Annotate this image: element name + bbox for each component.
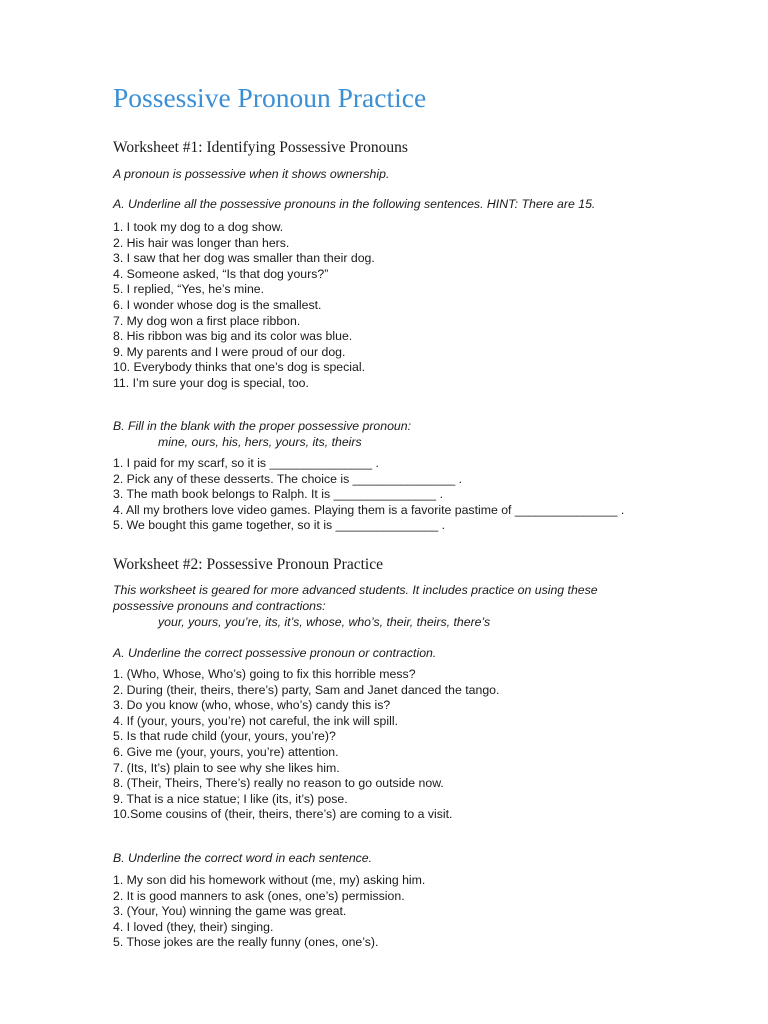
list-item: 4. If (your, yours, you’re) not careful, the ink will spill. <box>113 713 398 728</box>
worksheet-1-heading: Worksheet #1: Identifying Possessive Pronouns <box>113 139 408 156</box>
ws2-part-a-list <box>113 667 499 823</box>
list-item: 6. I wonder whose dog is the smallest. <box>113 297 322 312</box>
list-item: 2. Pick any of these desserts. The choice is _______________ . <box>113 471 463 486</box>
list-item: 5. Those jokes are the really funny (ones, one’s). <box>113 935 379 950</box>
list-item: 6. Give me (your, yours, you’re) attention. <box>113 744 339 759</box>
list-item: 3. I saw that her dog was smaller than their dog. <box>113 251 375 266</box>
list-item: 10.Some cousins of (their, theirs, there’s) are coming to a visit. <box>113 807 453 822</box>
list-item: 1. I paid for my scarf, so it is _______________ . <box>113 456 379 470</box>
list-item: 5. We bought this game together, so it is _______________ . <box>113 518 446 533</box>
worksheet-2-intro-line1: This worksheet is geared for more advanced students. It includes practice on using these <box>113 583 598 597</box>
list-item: 7. My dog won a first place ribbon. <box>113 313 301 328</box>
list-item: 9. That is a nice statue; I like (its, it’s) pose. <box>113 791 348 806</box>
list-item: 5. I replied, “Yes, he’s mine. <box>113 282 265 297</box>
list-item: 4. I loved (they, their) singing. <box>113 919 274 934</box>
list-item: 2. It is good manners to ask (ones, one’s) permission. <box>113 888 405 903</box>
list-item: 1. My son did his homework without (me, my) asking him. <box>113 873 426 887</box>
list-item: 1. I took my dog to a dog show. <box>113 220 284 234</box>
list-item: 3. The math book belongs to Ralph. It is _______________ . <box>113 487 443 502</box>
ws1-part-a-instruction: A. Underline all the possessive pronouns in the following sentences. HINT: There are 15. <box>113 197 596 211</box>
list-item: 2. During (their, theirs, there’s) party, Sam and Janet danced the tango. <box>113 682 500 697</box>
list-item: 11. I’m sure your dog is special, too. <box>113 375 309 390</box>
list-item: 2. His hair was longer than hers. <box>113 235 290 250</box>
worksheet-2-options: your, yours, you’re, its, it’s, whose, who’s, their, theirs, there’s <box>158 615 491 629</box>
list-item: 9. My parents and I were proud of our dog. <box>113 344 346 359</box>
ws1-part-b-list <box>113 456 624 534</box>
ws2-part-b-list <box>113 873 425 951</box>
worksheet-2-heading: Worksheet #2: Possessive Pronoun Practice <box>113 556 383 573</box>
list-item: 3. (Your, You) winning the game was great. <box>113 904 347 919</box>
list-item: 5. Is that rude child (your, yours, you’re)? <box>113 729 336 744</box>
list-item: 1. (Who, Whose, Who’s) going to fix this horrible mess? <box>113 667 416 681</box>
ws1-part-b-options: mine, ours, his, hers, yours, its, theirs <box>158 435 362 449</box>
ws1-part-a-list <box>113 220 375 392</box>
list-item: 4. Someone asked, “Is that dog yours?” <box>113 266 329 281</box>
list-item: 3. Do you know (who, whose, who’s) candy this is? <box>113 698 391 713</box>
worksheet-2-intro-line2: possessive pronouns and contractions: <box>113 599 326 613</box>
list-item: 8. (Their, Theirs, There’s) really no reason to go outside now. <box>113 776 444 791</box>
ws2-part-a-instruction: A. Underline the correct possessive pronoun or contraction. <box>113 646 437 660</box>
list-item: 8. His ribbon was big and its color was blue. <box>113 329 353 344</box>
page-title: Possessive Pronoun Practice <box>113 82 427 113</box>
ws2-part-b-instruction: B. Underline the correct word in each sentence. <box>113 851 373 865</box>
ws1-part-b-instruction: B. Fill in the blank with the proper possessive pronoun: <box>113 419 412 433</box>
list-item: 4. All my brothers love video games. Playing them is a favorite pastime of _______________ . <box>113 502 625 517</box>
list-item: 7. (Its, It’s) plain to see why she likes him. <box>113 760 340 775</box>
list-item: 10. Everybody thinks that one’s dog is special. <box>113 360 366 375</box>
worksheet-1-intro: A pronoun is possessive when it shows ownership. <box>113 167 390 181</box>
